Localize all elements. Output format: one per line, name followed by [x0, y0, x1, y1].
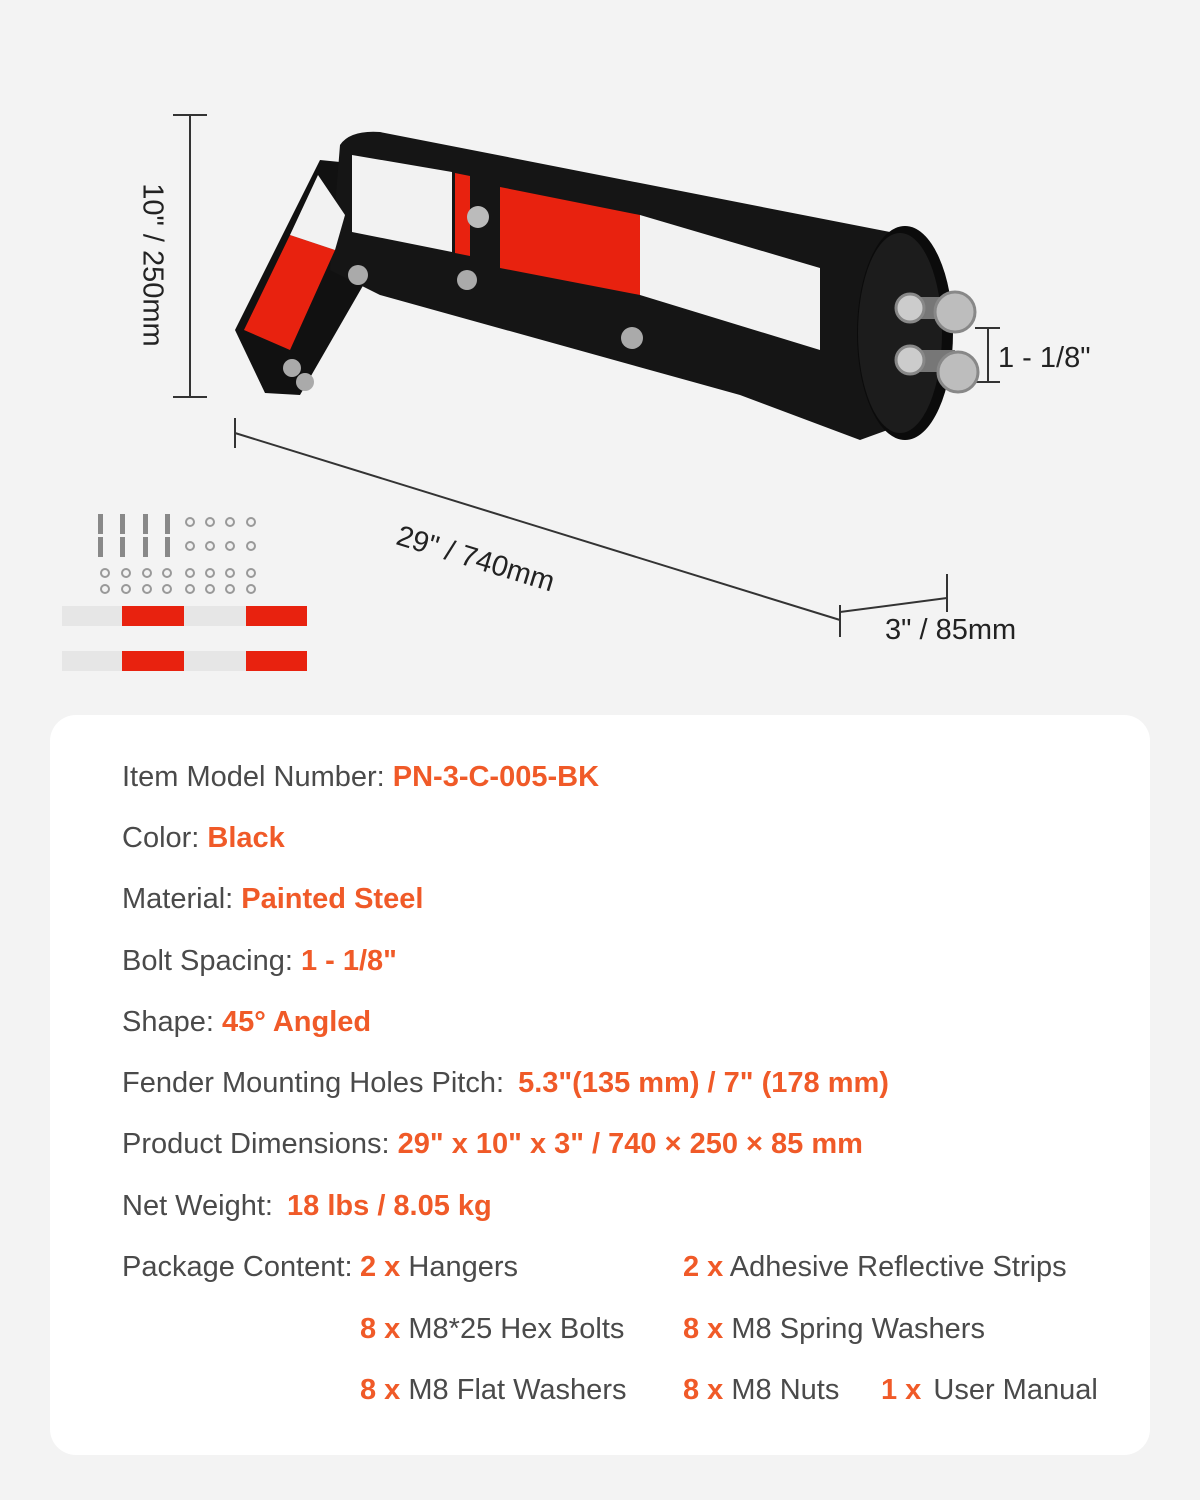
spec-value: PN-3-C-005-BK	[392, 761, 600, 793]
width-dimension-line	[840, 574, 947, 612]
package-item	[360, 1313, 624, 1346]
package-item-name: M8 Spring Washers	[731, 1313, 985, 1345]
package-item-qty: 8 x	[360, 1374, 401, 1406]
spec-label: Material:	[122, 883, 234, 915]
package-item	[881, 1374, 1098, 1407]
package-item-qty: 8 x	[683, 1313, 724, 1345]
spec-label: Net Weight:	[122, 1190, 273, 1222]
spec-model-number	[122, 761, 599, 794]
package-item-name: Adhesive Reflective Strips	[729, 1251, 1067, 1283]
spec-mounting-holes-pitch	[122, 1067, 889, 1100]
spec-label: Shape:	[122, 1006, 214, 1038]
package-item	[683, 1313, 985, 1346]
package-item	[360, 1374, 626, 1407]
length-dimension-line	[235, 418, 840, 637]
spec-label: Fender Mounting Holes Pitch:	[122, 1067, 505, 1099]
spec-label: Item Model Number:	[122, 761, 385, 793]
package-item-name: Hangers	[408, 1251, 519, 1283]
package-item-name: M8 Flat Washers	[408, 1374, 627, 1406]
spec-value: Black	[207, 822, 285, 854]
package-item-qty: 2 x	[683, 1251, 724, 1283]
spec-label: Bolt Spacing:	[122, 945, 293, 977]
hanger-body	[235, 132, 978, 440]
product-figure	[0, 0, 1200, 700]
package-contents-thumbnail	[62, 514, 307, 671]
package-item-qty: 1 x	[881, 1374, 922, 1406]
spec-value: 5.3"(135 mm) / 7" (178 mm)	[518, 1067, 889, 1099]
spec-net-weight	[122, 1190, 492, 1223]
package-item-qty: 8 x	[360, 1313, 401, 1345]
length-dimension-label: 29" / 740mm	[392, 520, 559, 599]
spec-shape	[122, 1006, 371, 1039]
spec-label: Package Content:	[122, 1251, 353, 1283]
package-item-qty: 8 x	[683, 1374, 724, 1406]
package-content-label	[122, 1251, 353, 1284]
bolt-spacing-label: 1 - 1/8"	[998, 342, 1091, 374]
spec-value: 1 - 1/8"	[300, 945, 397, 977]
spec-value: Painted Steel	[241, 883, 424, 915]
width-dimension-label: 3" / 85mm	[885, 614, 1017, 646]
spec-bolt-spacing	[122, 945, 397, 978]
package-item-name: User Manual	[933, 1374, 1098, 1406]
spec-value: 45° Angled	[221, 1006, 372, 1038]
package-item	[683, 1374, 839, 1407]
height-dimension-label: 10" / 250mm	[136, 183, 169, 347]
spec-label: Color:	[122, 822, 200, 854]
package-item-name: M8 Nuts	[731, 1374, 840, 1406]
spec-product-dimensions	[122, 1128, 863, 1161]
spec-material	[122, 883, 423, 916]
package-item-qty: 2 x	[360, 1251, 401, 1283]
spec-value: 18 lbs / 8.05 kg	[287, 1190, 492, 1222]
specifications-card	[50, 715, 1150, 1455]
height-dimension-line	[173, 115, 207, 397]
spec-color	[122, 822, 285, 855]
package-item-name: M8*25 Hex Bolts	[408, 1313, 625, 1345]
spec-value: 29" x 10" x 3" / 740 × 250 × 85 mm	[397, 1128, 863, 1160]
spec-label: Product Dimensions:	[122, 1128, 390, 1160]
package-item	[683, 1251, 1067, 1284]
package-item	[360, 1251, 518, 1284]
